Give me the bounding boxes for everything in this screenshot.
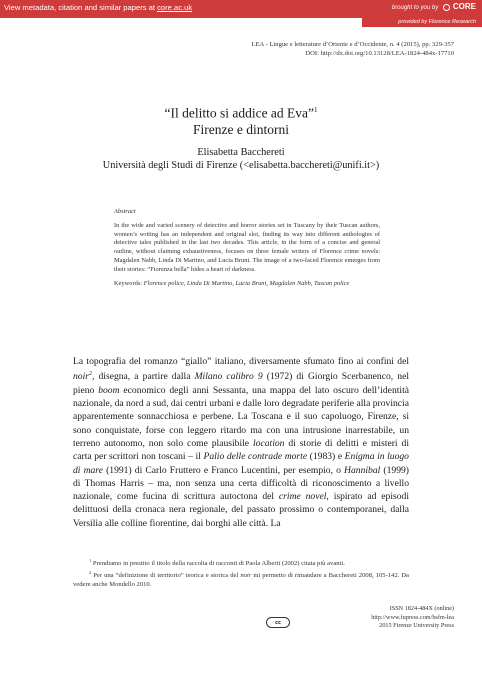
creative-commons-icon xyxy=(266,617,290,628)
body-text-5: di storie di delitti e misteri di carta per scrittori non toscani – il xyxy=(73,437,409,463)
footnote-1-text: Prendiamo in prestito il titolo della raccolta di racconti di Paola Alberti (2002) citata più avanti. xyxy=(91,560,345,568)
footnote-2-text-b: mi permetto di rimandare a Bacchereti 2008, 105-142. Da vedere anche Mondello 2010. xyxy=(73,572,409,588)
article-title xyxy=(0,102,482,138)
journal-doi[interactable]: DOI: http://dx.doi.org/10.13128/LEA-1824-484x-17710 xyxy=(305,50,454,57)
abstract-label: Abstract xyxy=(114,208,136,215)
body-text-4: economico degli anni Sessanta, una mappa del lato oscuro dell’identità nazionale, da nord a sud, dai centri urbani e dalle loro degradate periferie alla provincia apparentemente sonnacchiosa e perbene. La Toscana e il suo capoluogo, Firenze, si sono conquistate, forse con leggero ritardo ma con una intrusione inarrestabile, un terreno autonomo, non solo come plausibile xyxy=(73,384,409,449)
publisher-name: 2015 Firenze University Press xyxy=(379,622,454,630)
core-banner xyxy=(0,0,482,18)
body-text-3: (1972) di Giorgio Scerbanenco, nel pieno xyxy=(73,371,409,396)
core-link[interactable]: core.ac.uk xyxy=(157,3,193,12)
issn: ISSN 1824-484X (online) xyxy=(389,605,454,612)
journal-header xyxy=(251,40,454,58)
keywords-terms: Florence police, Linda Di Martino, Lucia Bruni, Magdalen Nabb, Tuscan police xyxy=(143,279,350,287)
body-italic-crime-novel: crime novel xyxy=(278,491,327,503)
body-text-2: , disegna, a partire dalla xyxy=(92,371,195,383)
body-italic-boom: boom xyxy=(98,384,120,396)
title-main: “Il delitto si addice ad Eva” xyxy=(164,105,315,121)
footnote-2-marker: 2 xyxy=(89,569,92,575)
footnote-2-text-a: Per una “definizione di territorio” teorica e storica del xyxy=(91,572,241,580)
body-text-9: , ispirato ad episodi delittuosi della cronaca nera regionale, del passato prossimo o contemporanei, dalla Versilia alle colline fiorentine, dai borghi alle città. La xyxy=(73,491,409,529)
abstract xyxy=(114,208,380,288)
body-text-1: La topografia del romanzo “giallo” italiano, diversamente sfumato fino ai confini del xyxy=(73,356,409,367)
body-paragraph xyxy=(73,355,409,530)
body-italic-hannibal: Hannibal xyxy=(344,464,381,476)
abstract-text: In the wide and varied scenery of detective and horror stories set in Tuscany by their Tuscan authors, women’s writing has an independent and original slot, finding its way into different anthologies of detective tales published in the last two decades. This article, in the form of a concise and general outline, without claiming exhaustiveness, focuses on three female writers of Florence crime novels: Magdalen Nabb, Linda Di Martino, and Lucia Bruni. The image of a two-faced Florence emerges from their stories: “Fiorenza bella” hides a heart of darkness. xyxy=(114,221,380,273)
body-text-7: (1991) di Carlo Fruttero e Franco Lucentini, per esempio, o xyxy=(102,464,345,476)
footnote-2 xyxy=(73,569,409,590)
keywords-label: Keywords: xyxy=(114,279,144,287)
core-brand-label: CORE xyxy=(452,2,476,11)
colophon xyxy=(371,605,454,631)
core-metadata-link[interactable] xyxy=(4,3,192,12)
author-name: Elisabetta Bacchereti xyxy=(197,147,285,158)
title-footnote-marker: 1 xyxy=(314,106,318,114)
journal-citation: LEA - Lingue e letterature d’Oriente e d’Occidente, n. 4 (2015), pp. 329-357 xyxy=(251,41,454,48)
brought-to-you-text: brought to you by xyxy=(391,5,439,11)
footnotes xyxy=(73,557,409,590)
footnote-2-italic: noir xyxy=(240,572,252,580)
body-text-6: (1983) e xyxy=(307,451,345,463)
core-brand[interactable] xyxy=(392,2,476,11)
body-italic-noir: noir xyxy=(73,371,89,383)
body-italic-palio: Palio delle contrade morte xyxy=(203,451,308,463)
body-italic-enigma: Enigma in luogo di mare xyxy=(73,451,409,476)
body-italic-location: location xyxy=(253,437,285,449)
title-subtitle: Firenze e dintorni xyxy=(193,121,289,137)
publisher-url[interactable]: http://www.fupress.com/bsfm-lea xyxy=(371,613,454,621)
footnote-ref-2: 2 xyxy=(89,371,92,378)
core-metadata-text: View metadata, citation and similar papers at xyxy=(4,3,158,12)
keywords xyxy=(114,280,380,289)
body-italic-milano: Milano calibro 9 xyxy=(194,371,263,383)
provided-by-text: provided by Florence Research xyxy=(362,18,482,27)
core-logo-icon xyxy=(443,4,450,11)
author-affiliation: Università degli Studi di Firenze (<elisabetta.bacchereti@unifi.it>) xyxy=(102,160,380,171)
footnote-1 xyxy=(73,557,409,569)
cc-badge-label: cc xyxy=(275,619,281,626)
footnote-1-marker: 1 xyxy=(89,558,92,563)
body-text-8: (1999) di Thomas Harris – ma, non senza una certa difficoltà di riconoscimento a livello nazionale, come fucina di scrittura autoctona del xyxy=(73,464,409,503)
author-block xyxy=(0,146,482,172)
